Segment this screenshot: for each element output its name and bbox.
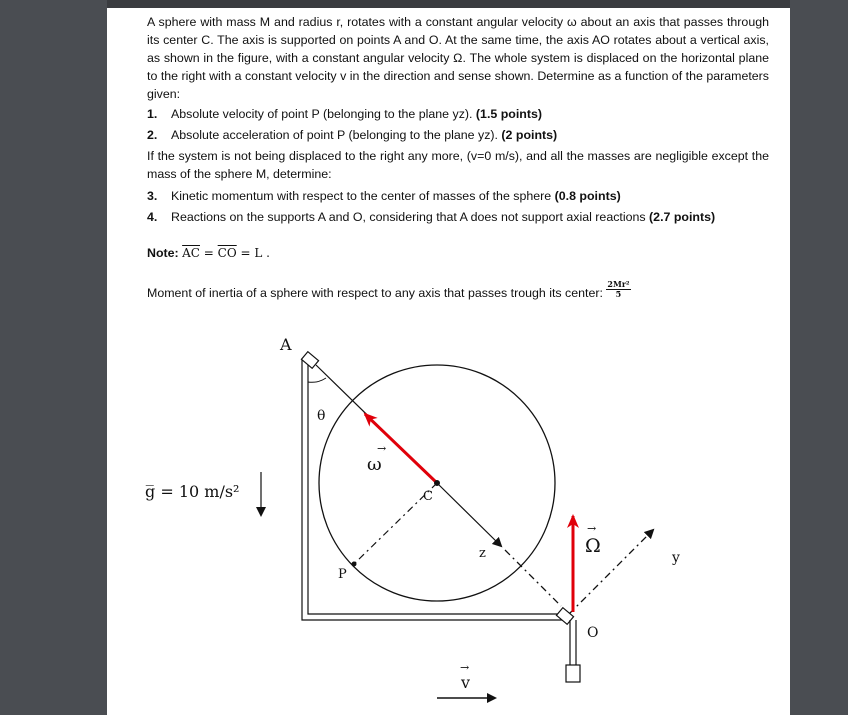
inertia-denominator: 5 [615,289,622,300]
label-z: z [479,546,486,561]
inertia-fraction [606,280,630,299]
question-3-points: (0.8 points) [554,189,621,203]
label-big-omega: Ω [585,535,601,557]
viewer-top-bar [0,0,848,8]
question-1-number: 1. [147,107,158,121]
moment-of-inertia-line [147,279,777,303]
note-equals-2: = L . [236,246,270,260]
question-1 [147,105,777,123]
gravity-label: g̅ = 10 m/s² [145,482,240,501]
question-3-number: 3. [147,189,158,203]
big-omega-overarrow: → [587,522,597,535]
question-3-text: Kinetic momentum with respect to the center of masses of the sphere [171,189,552,203]
point-p [352,562,357,567]
question-4-points: (2.7 points) [649,210,716,224]
inertia-numerator: 2Mr² [607,279,630,290]
label-a: A [280,335,292,354]
note-line [147,244,777,262]
viewer-right-margin [790,0,848,715]
label-p: P [338,567,347,582]
label-c: C [423,489,433,504]
question-4 [147,208,777,226]
base-bearing [566,665,580,682]
viewer-left-margin [0,0,107,715]
note-label: Note: [147,246,179,260]
question-4-number: 4. [147,210,158,224]
label-omega: ω [367,454,382,475]
segment-co: $\overline{CO}$ [217,246,237,260]
moment-text: Moment of inertia of a sphere with respect to any axis that passes trough its center: [147,286,603,300]
support-o [556,608,573,625]
segment-ac: $\overline{AC}$ [182,246,200,260]
question-3 [147,187,777,205]
label-y: y [672,550,680,566]
question-1-text: Absolute velocity of point P (belonging to the plane yz). [171,107,473,121]
question-2 [147,126,777,144]
theta-arc [308,378,326,382]
problem-intro: A sphere with mass M and radius r, rotates with a constant angular velocity ω about an axis that passes through its center C. The axis is supported on points A and O. At the same time, the axis AO rotates about a vertical axis, as shown in the figure, with a constant angular velocity Ω. The whole system is displaced on the horizontal plane to the right with a constant velocity v in the direction and sense shown. Determine as a function of the parameters given: [147,15,769,101]
z-axis-dashed [505,550,561,606]
y-axis [569,530,653,614]
document-page [107,8,790,715]
z-axis [437,483,501,546]
mechanism-figure [107,320,790,715]
question-4-text: Reactions on the supports A and O, considering that A does not support axial reactions [171,210,646,224]
omega-overarrow: → [377,442,387,455]
question-1-points: (1.5 points) [475,107,543,121]
v-overarrow: → [460,661,470,674]
label-o: O [587,625,599,641]
label-theta: θ [317,408,326,424]
note-equals-1: = [199,246,218,260]
static-case-intro: If the system is not being displaced to the right any more, (v=0 m/s), and all the masses are negligible except the mass of the sphere M, determine: [147,149,769,181]
question-2-text: Absolute acceleration of point P (belonging to the plane yz). [171,128,498,142]
label-v: v [461,673,471,692]
question-2-number: 2. [147,128,158,142]
question-2-points: (2 points) [501,128,558,142]
